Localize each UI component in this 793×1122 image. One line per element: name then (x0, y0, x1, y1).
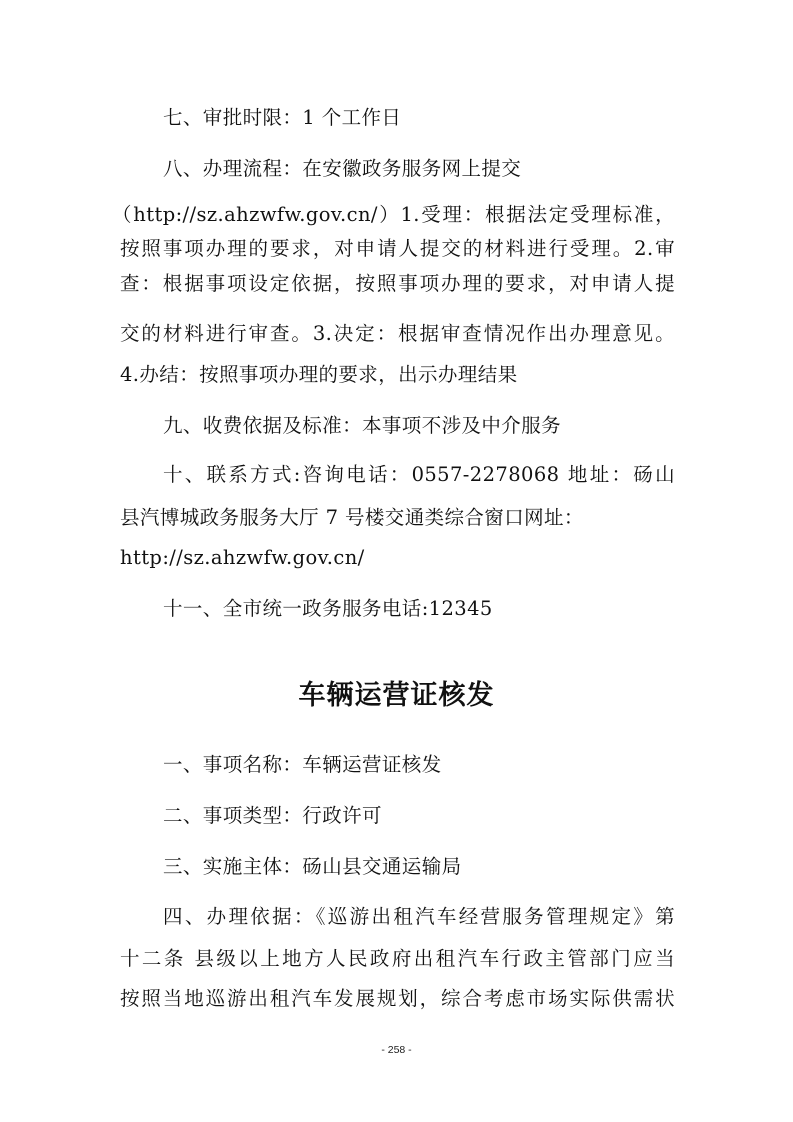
paragraph-item-type: 二、事项类型：行政许可 (163, 804, 382, 827)
paragraph-item-name: 一、事项名称：车辆运营证核发 (163, 753, 442, 776)
paragraph-process-line: 交的材料进行审查。3.决定：根据审查情况作出办理意见。 (120, 322, 675, 345)
paragraph-fees: 九、收费依据及标准：本事项不涉及中介服务 (163, 414, 562, 437)
section-heading: 车辆运营证核发 (298, 680, 495, 711)
paragraph-contact-url: http://sz.ahzwfw.gov.cn/ (120, 546, 365, 569)
paragraph-process-line: （http://sz.ahzwfw.gov.cn/）1.受理：根据法定受理标准， (112, 203, 675, 226)
paragraph-process-line: 查：根据事项设定依据，按照事项办理的要求，对申请人提 (120, 272, 675, 295)
page-number: - 258 - (381, 1044, 412, 1056)
paragraph-hotline: 十一、全市统一政务服务电话:12345 (163, 597, 493, 620)
paragraph-legal-basis: 四、办理依据：《巡游出租汽车经营服务管理规定》第 (163, 905, 675, 928)
paragraph-approval-time: 七、审批时限：1 个工作日 (163, 106, 402, 129)
paragraph-contact: 十、联系方式:咨询电话：0557-2278068 地址：砀山 (163, 463, 675, 486)
paragraph-process-line: 按照事项办理的要求，对申请人提交的材料进行受理。2.审 (120, 237, 675, 260)
paragraph-authority: 三、实施主体：砀山县交通运输局 (163, 855, 462, 878)
paragraph-process-end: 4.办结：按照事项办理的要求，出示办理结果 (120, 363, 518, 386)
paragraph-process-start: 八、办理流程：在安徽政务服务网上提交 (163, 157, 522, 180)
paragraph-legal-basis-line: 十二条 县级以上地方人民政府出租汽车行政主管部门应当 (120, 947, 675, 970)
paragraph-legal-basis-line: 按照当地巡游出租汽车发展规划，综合考虑市场实际供需状 (120, 987, 675, 1010)
paragraph-contact-line: 县汽博城政务服务大厅 7 号楼交通类综合窗口网址： (120, 506, 584, 529)
